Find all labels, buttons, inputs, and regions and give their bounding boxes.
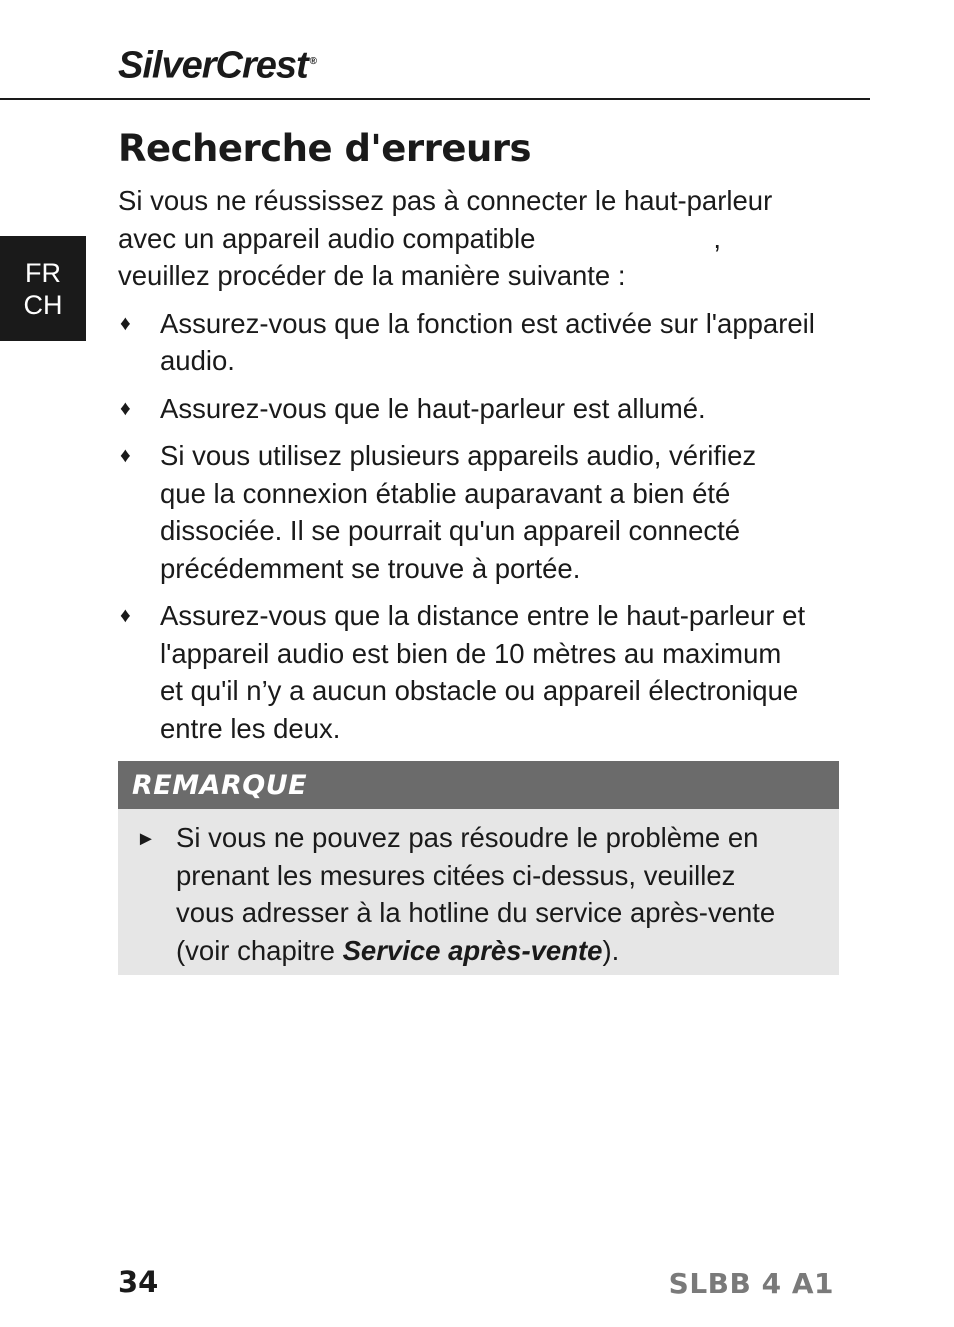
list-item <box>118 597 846 747</box>
intro-line: Si vous ne réussissez pas à connecter le haut-parleur <box>118 185 773 216</box>
header-divider <box>0 98 870 100</box>
diamond-bullet-icon: ♦ <box>120 444 131 467</box>
list-item-line: dissociée. Il se pourrait qu'un appareil connecté <box>160 515 741 546</box>
note-line-suffix: ). <box>602 934 620 966</box>
troubleshooting-list <box>118 305 846 748</box>
list-item <box>118 305 846 380</box>
list-item-line: audio. <box>160 345 235 376</box>
arrow-right-icon: ► <box>136 828 156 850</box>
list-item-line: Assurez-vous que la distance entre le haut-parleur et <box>160 600 806 631</box>
note-box <box>118 761 839 975</box>
registered-mark: ® <box>309 56 317 67</box>
list-item-line: Assurez-vous que la fonction est activée sur l'appareil <box>160 307 815 339</box>
model-number: SLBB 4 A1 <box>668 1267 834 1300</box>
diamond-bullet-icon: ♦ <box>120 604 131 627</box>
intro-line-text: avec un appareil audio compatible <box>118 222 536 254</box>
list-item-line: Si vous utilisez plusieurs appareils audio, vérifiez <box>160 440 757 471</box>
intro-paragraph <box>118 182 846 295</box>
page-number: 34 <box>118 1265 159 1299</box>
note-line: Si vous ne pouvez pas résoudre le problème en <box>176 822 759 853</box>
list-item-line: l'appareil audio est bien de 10 mètres au maximum <box>160 637 782 669</box>
list-item <box>118 437 846 587</box>
diamond-bullet-icon: ♦ <box>120 311 131 335</box>
intro-line <box>118 220 846 258</box>
chapter-reference: Service après-vente <box>342 934 603 966</box>
note-body <box>118 809 839 969</box>
list-item <box>118 390 846 428</box>
language-code-ch: CH <box>23 289 63 320</box>
list-item-line: Assurez-vous que le haut-parleur est allumé. <box>160 392 706 424</box>
page-title: Recherche d'erreurs <box>118 127 532 170</box>
note-title: REMARQUE <box>118 761 839 809</box>
brand-logo <box>118 40 316 88</box>
language-code-fr: FR <box>25 257 61 288</box>
list-item-line: entre les deux. <box>160 712 341 744</box>
note-line: prenant les mesures citées ci-dessus, veuillez <box>176 859 736 891</box>
diamond-bullet-icon: ♦ <box>120 396 131 420</box>
brand-name: SilverCrest <box>118 44 308 87</box>
note-line-prefix: (voir chapitre <box>176 934 343 966</box>
language-tab <box>0 236 86 341</box>
list-item-line: précédemment se trouve à portée. <box>160 552 581 584</box>
list-item-line: que la connexion établie auparavant a bien été <box>160 477 731 509</box>
main-content <box>118 182 846 757</box>
note-line: vous adresser à la hotline du service après-vente <box>176 897 776 928</box>
list-item-line: et qu'il n’y a aucun obstacle ou appareil électronique <box>160 675 799 706</box>
note-line <box>176 932 819 970</box>
intro-line: veuillez procéder de la manière suivante : <box>118 260 626 291</box>
intro-comma: , <box>713 222 722 254</box>
